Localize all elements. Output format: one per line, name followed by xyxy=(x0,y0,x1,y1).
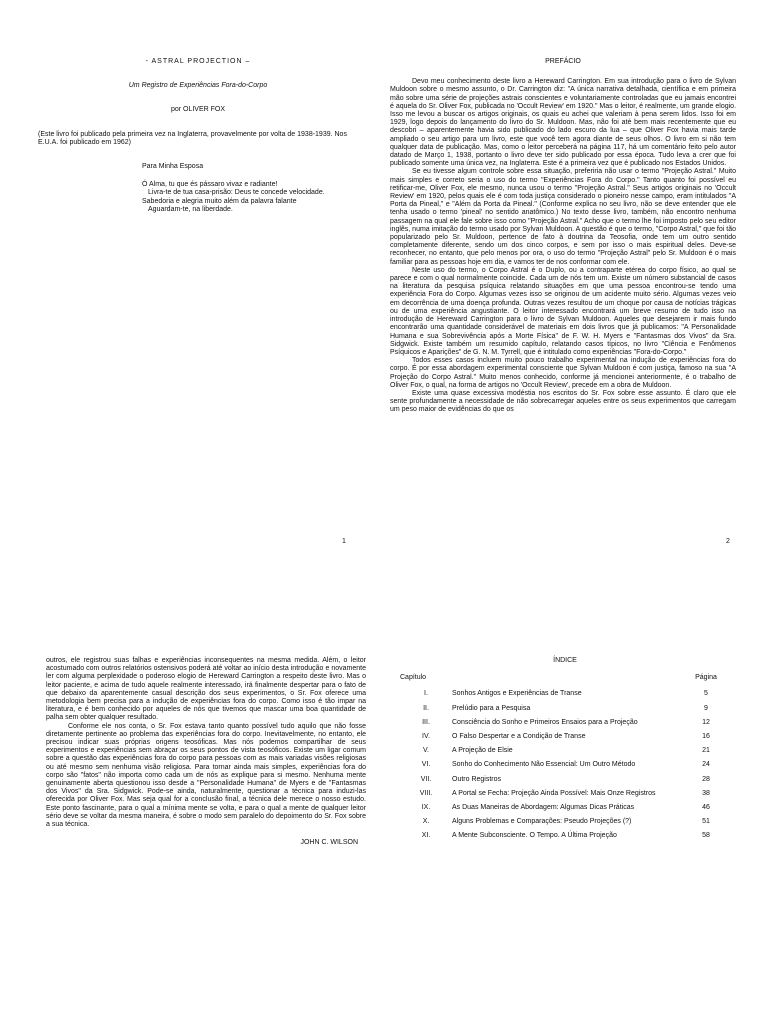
poem-line: Sabedoria e alegria muito além da palavra falante xyxy=(142,197,297,205)
table-row xyxy=(400,832,730,846)
chapter-number: IX. xyxy=(421,804,431,812)
chapter-number: XI. xyxy=(421,832,431,840)
preface-paragraph: Devo meu conhecimento deste livro a Hereward Carrington. Em sua introdução para o livro de Sylvan Muldoon sobre o mesmo assunto, o Dr. Carrington diz: "A única narrativa detalhada, científica e em primeira mão sobre uma série de projeções astrais conscientes e voluntariamente controladas que eu jamais encontrei é aquela do Sr. Oliver Fox, publicada no 'Occult Review' em 1920." Mas o leitor, é realmente, um grande elogio. Isso me levou a buscar os artigos originais, os quais eu achei que valeriam à pena serem lidos. Isso foi em 1929, logo depois do lançamento do livro do Sr. Muldoon. Mas, não foi até bem mais recentemente que eu descobri – aparentemente havia sido publicado do lado escuro da lua – que Oliver Fox havia mais tarde ampliado o seu artigo para um livro, este que você tem agora diante de seus olhos. O livro em si não tem qualquer data de publicação. Mas, como o leitor perceberá na página 117, há um comentário feito pelo autor datado de Março 1, 1938, portanto o livro deve ter sido publicado por essa época. Tudo leva a crer que foi publicado somente uma única vez, na Inglaterra. Este é a primeira vez que é publicado nos Estados Unidos. xyxy=(390,78,737,168)
preface-paragraph: Todos esses casos incluem muito pouco trabalho experimental na indução de experiências fora do corpo. É por essa abordagem experimental consciente que Sylvan Muldoon é com justiça, famoso na sua "A Projeção do Corpo Astral." Muito menos conhecido, conforme já mencionei anteriormente, é o trabalho de Oliver Fox, o qual, na forma de artigos no 'Occult Review', precede em a obra de Muldoon. xyxy=(390,357,736,389)
chapter-page: 38 xyxy=(702,789,710,797)
chapter-number: V. xyxy=(423,747,429,755)
table-row xyxy=(400,705,730,719)
publication-note: (Este livro foi publicado pela primeira vez na Inglaterra, provavelmente por volta de 1938-1939. Nos E.U.A. foi publicado em 1962) xyxy=(38,130,347,146)
table-row xyxy=(400,733,730,747)
chapter-number: VIII. xyxy=(419,789,433,797)
signature: JOHN C. WILSON xyxy=(300,839,358,847)
book-title: - ASTRAL PROJECTION – xyxy=(145,58,251,65)
index-table xyxy=(400,674,730,846)
chapter-title: Outro Registros xyxy=(452,775,502,783)
preface-paragraph: Existe uma quase excessiva modéstia nos escritos do Sr. Fox sobre esse assunto. É claro que ele sente profundamente a necessidade de não sobrecarregar aqueles entre os seus experimentos que carregam um peso maior de evidências do que os xyxy=(390,389,736,414)
page-1 xyxy=(38,58,358,214)
col-page-header: Página xyxy=(695,674,717,682)
preface-paragraph: Conforme ele nos conta, o Sr. Fox estava tanto quanto possível tudo aquilo que não fosse diretamente pertinente ao problema das experiências fora do corpo. Inevitavelmente, no entanto, ele precisou indicar suas próprias origens teosóficas. Mas nós podemos compartilhar de seus experimentos e experiências sem abraçar os seus pontos de vista teosóficos. Existe um ligar comum sobre a questão das experiências fora do corpo para pessoas com as mais variadas visões religiosas ou até mesmo sem nenhuma visão religiosa. Para tornar ainda mais simples, experiências fora do corpo são "fatos" não importa como cada um de nós as explique para si mesmo. Nenhuma mente genuinamente aberta questionou isso desde a "Personalidade Humana" de Myers e de "Fantasmas dos Vivos" da Sra. Sidgwick. Pode-se ainda, naturalmente, questionar a técnica para induzi-las oferecida por Oliver Fox. Mas seja qual for a conclusão final, a técnica dele merece o nosso estudo. Este ponto fascinante, para o qual a mínima mente se volta, e para o qual a mente de qualquer leitor sério deve se voltar da mesma maneira, é sobre o modo sem paralelo do depoimento do Sr. Fox sobre a sua técnica. xyxy=(46,722,366,829)
poem-line: Aguardam-te, na liberdade. xyxy=(148,205,233,213)
chapter-page: 5 xyxy=(704,690,708,698)
chapter-title: As Duas Maneiras de Abordagem: Algumas Dicas Práticas xyxy=(452,804,635,812)
preface-heading: PREFÁCIO xyxy=(545,58,581,65)
dedication: Para Minha Esposa xyxy=(142,163,204,171)
poem-line: Ó Alma, tu que és pássaro vivaz e radiante! xyxy=(142,181,278,189)
chapter-title: Consciência do Sonho e Primeiros Ensaios para a Projeção xyxy=(452,718,638,726)
chapter-page: 51 xyxy=(702,818,710,826)
table-row xyxy=(400,790,730,804)
chapter-page: 16 xyxy=(702,733,710,741)
table-row xyxy=(400,776,730,790)
index-header-row xyxy=(400,674,730,690)
page-number: 1 xyxy=(342,538,346,545)
page-4-index xyxy=(400,657,730,847)
preface-paragraph: Se eu tivesse algum controle sobre essa situação, preferiria não usar o termo "Projeção Astral." Muito mais simples e correto seria o uso do termo "Experiências Fora do Corpo." Tanto quanto foi possível eu retificar-me, Oliver Fox, ele mesmo, nunca usou o termo "Projeção Astral." Seus artigos originais no 'Occult Review' em 1920, pelos quais ele é com toda justiça considerado o pioneiro nesse campo, eram intitulados "A Porta da Pineal," e "Além da Porta da Pineal." (Conforme explica no seu livro, não se deve entender que ele tenha usado o termo 'pineal' no sentido anatômico.) No texto desse livro, também, não encontro nenhuma passagem na qual ele fale sobre isso como "Projeção Astral." Acho que o termo lhe foi imposto pelo seu editor inglês, numa imitação do termo usado por Sylvan Muldoon. A questão é que o termo, "Corpo Astral," que foi tão popularizado pelo Sr. Muldoon, pertence de fato à doutrina da Teosofia, onde tem um outro sentido completamente diferente, sendo um dos cinco corpos, e sem por isso o mais espiritual deles. Deve-se reconhecer, no entanto, que pelo menos por ora, o uso do termo "Projeção Astral" pelo Sr. Muldoon é o mais familiar para as pessoas hoje em dia, e vamos ter de nos conformar com ele. xyxy=(390,168,736,266)
chapter-title: A Projeção de Elsie xyxy=(452,747,513,755)
page-2 xyxy=(390,58,736,415)
chapter-number: X. xyxy=(422,818,430,826)
chapter-number: II. xyxy=(423,704,429,712)
chapter-page: 46 xyxy=(702,804,710,812)
preface-paragraph: outros, ele registrou suas falhas e experiências inconsequentes na mesma medida. Além, o leitor acostumado com outros relatórios ostensivos poderá até voltar ao início desta introdução e novamente ler com alguma perplexidade o poderoso elogio de Hereward Carrington a respeito deste livro. Mas o leitor paciente, e acima de tudo aquele realmente interessado, irá finalmente despertar para o fato de que debaixo da aparentemente casual descrição dos seus experimentos, o Sr. Fox oferece uma metodologia bem precisa para a indução de experiências fora do corpo. Como isso é tão impar na literatura, e é bem conhecido por aqueles de nós que tivemos que mascar uma boa quantidade de palha sem obter qualquer resultado. xyxy=(46,657,366,722)
table-row xyxy=(400,804,730,818)
chapter-title: A Mente Subconsciente. O Tempo. A Última Projeção xyxy=(452,832,617,840)
table-row xyxy=(400,690,730,704)
index-heading: ÍNDICE xyxy=(553,657,577,664)
chapter-title: Alguns Problemas e Comparações: Pseudo Projeções (?) xyxy=(452,818,632,826)
chapter-page: 58 xyxy=(702,832,710,840)
preface-paragraph: Neste uso do termo, o Corpo Astral é o Duplo, ou a contraparte etérea do corpo físico, ao qual se parece e com o qual normalmente coincide. Cada um de nós tem um. Existe um número substancial de casos na literatura da pesquisa psíquica relatando situações em que uma pessoa encontrou-se tendo uma experiência Fora do Corpo. Algumas vezes isso se originou de um acidente muito sério. Algumas vezes veio em decorrência de uma doença profunda. Outras vezes resultou de um choque por causa de notícias trágicas ou de uma experiência angustiante. O leitor interessado encontrará um breve resumo de tudo isso na introdução de Hereward Carrington para o livro de Sylvan Muldoon. Aqueles que desejarem ir mais fundo encontrarão uma quantidade considerável de materiais em dois livros que já publicamos: "A Personalidade Humana e sua Sobrevivência após a Morte Física" de F. W. H. Myers e "Fantasmas dos Vivos" da Sra. Sidgwick. Existe também um resumido capítulo, relatando casos típicos, no livro "Ciência e Fenômenos Psíquicos e Aparições" de G. N. M. Tyrrell, que é intitulado como experiências "Fora-do-Corpo." xyxy=(390,266,736,356)
epigraph-poem xyxy=(142,181,358,214)
table-row xyxy=(400,761,730,775)
chapter-number: III. xyxy=(422,718,430,726)
chapter-page: 21 xyxy=(702,747,710,755)
table-row xyxy=(400,747,730,761)
page-3 xyxy=(46,657,366,847)
chapter-page: 28 xyxy=(702,775,710,783)
chapter-number: IV. xyxy=(422,733,430,741)
chapter-title: Sonho do Conhecimento Não Essencial: Um Outro Método xyxy=(452,761,636,769)
book-subtitle: Um Registro de Experiências Fora-do-Corpo xyxy=(128,82,268,90)
chapter-title: Prelúdio para a Pesquisa xyxy=(452,704,531,712)
chapter-page: 24 xyxy=(702,761,710,769)
poem-line: Livra-te de tua casa-prisão: Deus te concede velocidade. xyxy=(148,189,325,197)
table-row xyxy=(400,818,730,832)
table-row xyxy=(400,719,730,733)
chapter-title: O Falso Despertar e a Condição de Transe xyxy=(452,733,586,741)
chapter-number: I. xyxy=(424,690,428,698)
col-chapter-header: Capítulo xyxy=(400,674,427,682)
page-number: 2 xyxy=(726,538,730,545)
chapter-title: A Portal se Fecha: Projeção Ainda Possível: Mais Onze Registros xyxy=(452,789,656,797)
chapter-number: VI. xyxy=(421,761,431,769)
chapter-page: 12 xyxy=(702,718,710,726)
chapter-number: VII. xyxy=(420,775,432,783)
chapter-page: 9 xyxy=(704,704,708,712)
chapter-title: Sonhos Antigos e Experiências de Transe xyxy=(452,690,582,698)
book-author: por OLIVER FOX xyxy=(170,106,226,114)
